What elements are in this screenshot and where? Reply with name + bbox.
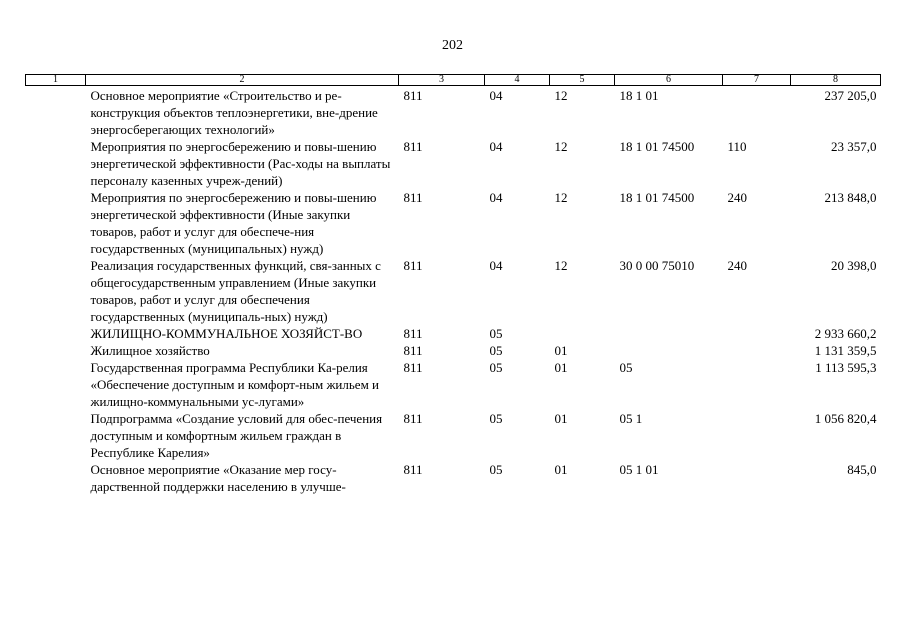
cell-ministry-code: 811 [403, 343, 423, 358]
cell-col1 [26, 410, 86, 461]
cell-amount: 1 131 359,5 [814, 343, 877, 358]
cell-subsection: 12 [554, 88, 568, 103]
cell-col1 [26, 342, 86, 359]
cell-section: 05 [489, 360, 503, 375]
column-header-2: 2 [86, 75, 399, 86]
cell-col1 [26, 257, 86, 325]
table-row [26, 342, 881, 359]
cell-target-article: 05 1 01 [619, 462, 659, 477]
cell-description: Реализация государственных функций, свя-занных с общегосударственным управлением (Иные закупки товаров, работ и услуг для обеспечения государственных (муниципаль-ных) нужд) [90, 258, 381, 324]
cell-amount: 2 933 660,2 [814, 326, 877, 341]
cell-section: 05 [489, 326, 503, 341]
budget-table [25, 74, 881, 495]
cell-section: 04 [489, 139, 503, 154]
cell-description: Мероприятия по энергосбережению и повы-шению энергетической эффективности (Иные закупки товаров, работ и услуг для обеспече-ния государственных (муниципальных) нужд) [90, 190, 377, 256]
cell-description: Государственная программа Республики Ка-релия «Обеспечение доступным и комфорт-ным жильем и жилищно-коммунальными ус-лугами» [90, 360, 380, 409]
cell-description: Основное мероприятие «Оказание мер госу-дарственной поддержки населению в улучше- [90, 462, 346, 494]
cell-expense-type [723, 359, 791, 410]
cell-subsection: 12 [554, 139, 568, 154]
cell-section: 05 [489, 343, 503, 358]
cell-subsection: 12 [554, 258, 568, 273]
cell-subsection: 01 [554, 462, 568, 477]
cell-target-article [615, 325, 723, 342]
cell-ministry-code: 811 [403, 326, 423, 341]
cell-col1 [26, 325, 86, 342]
cell-amount: 845,0 [847, 462, 877, 477]
cell-target-article: 18 1 01 [619, 88, 659, 103]
cell-subsection: 12 [554, 190, 568, 205]
cell-expense-type [723, 325, 791, 342]
cell-description: ЖИЛИЩНО-КОММУНАЛЬНОЕ ХОЗЯЙСТ-ВО [90, 326, 363, 341]
table-row [26, 86, 881, 139]
table-row [26, 325, 881, 342]
cell-description: Жилищное хозяйство [90, 343, 210, 358]
cell-description: Основное мероприятие «Строительство и ре-конструкция объектов теплоэнергетики, вне-дрение энергосберегающих технологий» [90, 88, 378, 137]
cell-subsection: 01 [554, 411, 568, 426]
column-header-3: 3 [399, 75, 485, 86]
cell-target-article [615, 342, 723, 359]
table-row [26, 189, 881, 257]
cell-target-article: 18 1 01 74500 [619, 139, 695, 154]
cell-target-article: 18 1 01 74500 [619, 190, 695, 205]
cell-expense-type: 110 [727, 139, 747, 154]
cell-amount: 20 398,0 [831, 258, 877, 273]
table-row [26, 138, 881, 189]
column-header-4: 4 [485, 75, 550, 86]
cell-section: 05 [489, 411, 503, 426]
table-row [26, 359, 881, 410]
column-header-8: 8 [791, 75, 881, 86]
cell-ministry-code: 811 [403, 258, 423, 273]
cell-section: 04 [489, 88, 503, 103]
cell-ministry-code: 811 [403, 411, 423, 426]
column-header-7: 7 [723, 75, 791, 86]
cell-expense-type: 240 [727, 190, 747, 205]
cell-subsection: 01 [554, 343, 568, 358]
cell-ministry-code: 811 [403, 139, 423, 154]
cell-subsection: 01 [554, 360, 568, 375]
cell-col1 [26, 189, 86, 257]
column-header-5: 5 [550, 75, 615, 86]
cell-ministry-code: 811 [403, 360, 423, 375]
cell-col1 [26, 461, 86, 495]
cell-expense-type: 240 [727, 258, 747, 273]
cell-expense-type [723, 410, 791, 461]
cell-col1 [26, 138, 86, 189]
cell-description: Подпрограмма «Создание условий для обес-печения доступным и комфортным жильем граждан в Республике Карелия» [90, 411, 383, 460]
cell-amount: 1 113 595,3 [815, 360, 877, 375]
cell-expense-type [723, 342, 791, 359]
cell-amount: 213 848,0 [824, 190, 877, 205]
cell-description: Мероприятия по энергосбережению и повы-шению энергетической эффективности (Рас-ходы на выплаты персоналу казенных учреж-дений) [90, 139, 391, 188]
cell-target-article: 05 [619, 360, 633, 375]
cell-target-article: 05 1 [619, 411, 643, 426]
cell-expense-type [723, 461, 791, 495]
table-header [26, 75, 881, 86]
cell-section: 05 [489, 462, 503, 477]
cell-section: 04 [489, 190, 503, 205]
cell-amount: 23 357,0 [831, 139, 877, 154]
cell-target-article: 30 0 00 75010 [619, 258, 695, 273]
cell-section: 04 [489, 258, 503, 273]
cell-expense-type [723, 86, 791, 139]
cell-amount: 237 205,0 [824, 88, 877, 103]
table-body [26, 86, 881, 496]
column-header-1: 1 [26, 75, 86, 86]
table-row [26, 410, 881, 461]
cell-col1 [26, 359, 86, 410]
table-row [26, 461, 881, 495]
cell-amount: 1 056 820,4 [814, 411, 877, 426]
table-row [26, 257, 881, 325]
page-number: 202 [442, 38, 463, 53]
cell-col1 [26, 86, 86, 139]
cell-ministry-code: 811 [403, 462, 423, 477]
column-header-6: 6 [615, 75, 723, 86]
cell-subsection [550, 325, 615, 342]
cell-ministry-code: 811 [403, 88, 423, 103]
cell-ministry-code: 811 [403, 190, 423, 205]
